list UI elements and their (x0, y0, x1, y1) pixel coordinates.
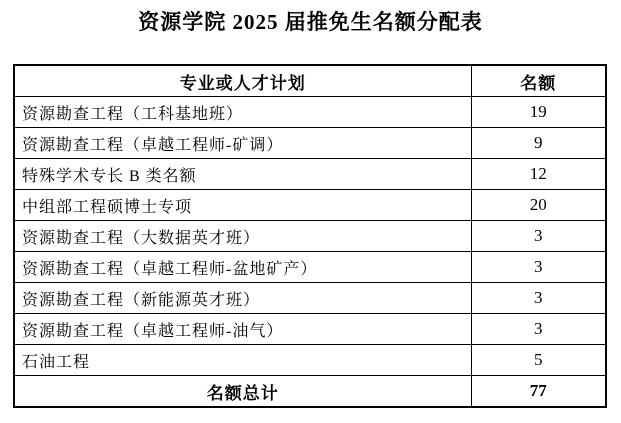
table-row (14, 159, 606, 190)
table-row (14, 128, 606, 159)
column-header-major: 专业或人才计划 (14, 65, 471, 97)
quota-cell: 3 (471, 283, 606, 314)
table-row (14, 283, 606, 314)
major-cell: 特殊学术专长 B 类名额 (14, 159, 471, 190)
table-row (14, 190, 606, 221)
table-row (14, 97, 606, 128)
column-header-quota: 名额 (471, 65, 606, 97)
quota-cell: 19 (471, 97, 606, 128)
quota-cell: 5 (471, 345, 606, 376)
total-value: 77 (471, 376, 606, 408)
quota-cell: 20 (471, 190, 606, 221)
major-cell: 石油工程 (14, 345, 471, 376)
quota-cell: 3 (471, 252, 606, 283)
major-cell: 中组部工程硕博士专项 (14, 190, 471, 221)
quota-cell: 12 (471, 159, 606, 190)
quota-allocation-table (13, 64, 607, 408)
document-page (0, 10, 621, 423)
quota-cell: 3 (471, 314, 606, 345)
major-cell: 资源勘查工程（工科基地班） (14, 97, 471, 128)
major-cell: 资源勘查工程（新能源英才班） (14, 283, 471, 314)
table-row (14, 252, 606, 283)
major-cell: 资源勘查工程（卓越工程师-盆地矿产） (14, 252, 471, 283)
major-cell: 资源勘查工程（大数据英才班） (14, 221, 471, 252)
quota-cell: 9 (471, 128, 606, 159)
header-row (14, 65, 606, 97)
major-cell: 资源勘查工程（卓越工程师-矿调） (14, 128, 471, 159)
total-label: 名额总计 (14, 376, 471, 408)
table-row (14, 345, 606, 376)
table-row (14, 314, 606, 345)
table-row (14, 221, 606, 252)
page-title: 资源学院 2025 届推免生名额分配表 (138, 10, 483, 34)
quota-cell: 3 (471, 221, 606, 252)
major-cell: 资源勘查工程（卓越工程师-油气） (14, 314, 471, 345)
total-row (14, 376, 606, 408)
